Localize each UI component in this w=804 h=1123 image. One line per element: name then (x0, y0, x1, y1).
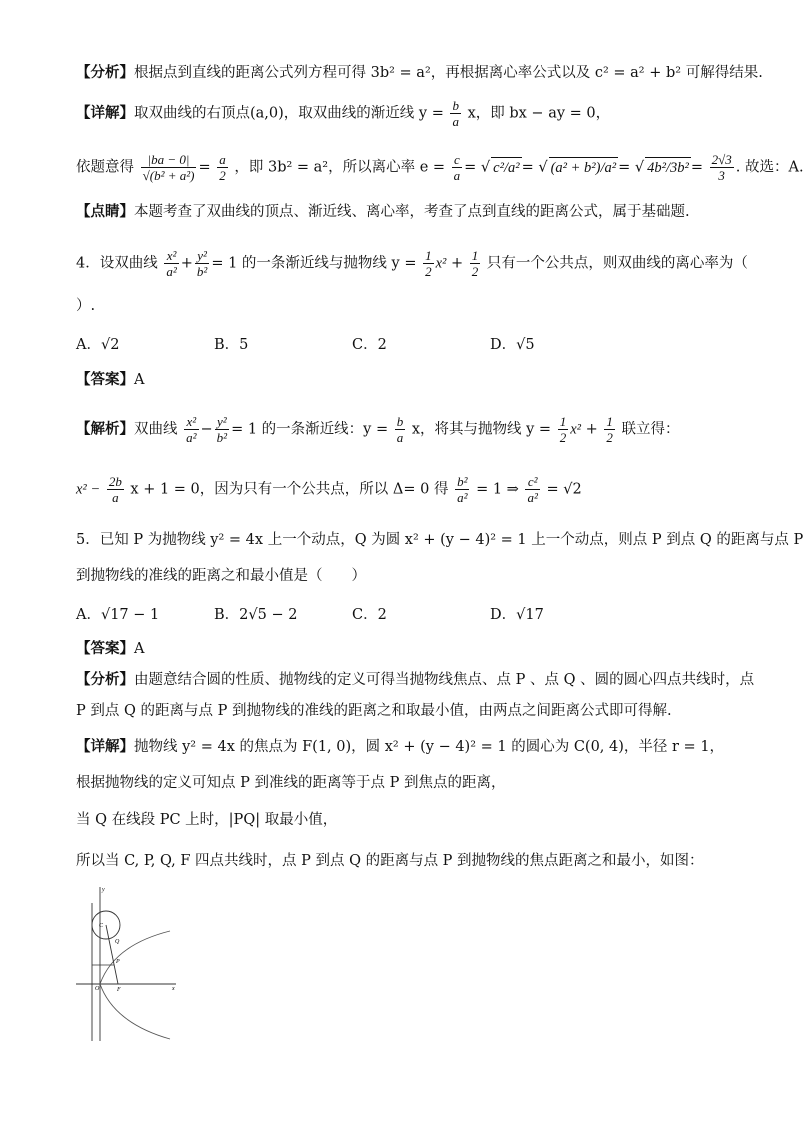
jiexi-d: 联立得： (621, 421, 680, 438)
xiangjie-tag: 【详解】 (76, 739, 134, 755)
line2-c: = 1 ⇒ (476, 481, 519, 498)
frac-denominator: a (452, 114, 459, 129)
half-a-fraction (217, 152, 228, 183)
q4-option-a[interactable]: A．√2 (76, 337, 120, 353)
sqrt-expr-1: c²/a² (491, 157, 521, 178)
fenxi-line (76, 63, 763, 83)
xiangjie-text-1: 抛物线 y² = 4x 的焦点为 F(1, 0)，圆 x² + (y − 4)² = 1 的圆心为 C(0, 4)，半径 r = 1， (134, 739, 725, 755)
e-fraction (452, 152, 463, 183)
q5-xiangjie-line1 (76, 737, 724, 757)
frac-numerator: |ba − 0| (141, 152, 197, 168)
parabola-circle-figure (72, 883, 184, 1045)
frac-numerator: b (452, 98, 459, 113)
half-fraction: $\frac{1}{2}$ (471, 248, 479, 279)
distance-fraction (141, 152, 197, 183)
q5-option-c[interactable]: C．2 (352, 607, 387, 623)
q4-stem: 4．设双曲线 $\frac{\text{x²}}{\text{a²}}$ + $\frac{\text{y²}}{\text{b²}}$ = 1 的一条渐近线与抛物线 y = $\frac{1}{2}$ x² + $\frac{1}{2}$ 只有一个公共点，则双曲线的离心率为（ (76, 248, 748, 279)
q4-answer (76, 370, 144, 390)
q5-xiangjie-line2: 根据抛物线的定义可知点 P 到准线的距离等于点 P 到焦点的距离， (76, 775, 506, 791)
fenxi-text: 根据点到直线的距离公式列方程可得 3b² = a²，再根据离心率公式以及 c² = a² + b² 可解得结果. (134, 65, 763, 81)
answer-tag: 【答案】 (76, 641, 134, 657)
q4-option-b[interactable]: B．5 (214, 337, 249, 353)
q5-fenxi-line1 (76, 670, 754, 690)
x2-over-a2: $\frac{\text{x²}}{\text{a²}}$ (186, 414, 197, 445)
frac-numerator: a (219, 152, 226, 167)
label-x: x (172, 986, 175, 992)
calc-pre: 依题意得 (76, 159, 134, 176)
q5-stem-line2: 到抛物线的准线的距离之和最小值是（ ） (76, 568, 366, 584)
result-fraction (710, 152, 734, 183)
y2-over-b2: $\frac{\text{y²}}{\text{b²}}$ (196, 248, 208, 279)
jiexi-tag: 【解析】 (76, 421, 134, 438)
xiangjie-tag: 【详解】 (76, 105, 134, 122)
half-fraction: $\frac{1}{2}$ (425, 248, 432, 279)
frac-numerator: c (452, 152, 463, 168)
line2-d: = √2 (546, 481, 582, 498)
asymptote-fraction (450, 98, 461, 129)
c2-over-a2: $\frac{\text{c²}}{\text{a²}}$ (527, 474, 538, 505)
jiexi-a: 双曲线 (134, 421, 178, 438)
label-f: F (117, 987, 121, 993)
frac-denominator: a (453, 168, 461, 183)
q5-xiangjie-line3: 当 Q 在线段 PC 上时，|PQ| 取最小值， (76, 812, 338, 828)
label-q: Q (115, 939, 120, 945)
xiangjie-pre: 取双曲线的右顶点(a,0)，取双曲线的渐近线 y = (134, 105, 444, 122)
answer-value: A (134, 372, 145, 388)
dianjing-line (76, 202, 690, 222)
q5-option-d[interactable]: D．√17 (490, 607, 544, 623)
xiangjie-line (76, 98, 610, 129)
calc-mid: ，即 3b² = a²，所以离心率 e = (234, 159, 446, 176)
sqrt-expr-2: (a² + b²)/a² (549, 157, 619, 178)
q4-stem-c: 只有一个公共点，则双曲线的离心率为（ (486, 255, 748, 272)
x2-over-a2: $\frac{\text{x²}}{\text{a²}}$ (166, 248, 177, 279)
q4-stem-end: ）. (76, 298, 96, 314)
label-p: P (116, 959, 120, 965)
line-cf (106, 925, 118, 984)
q5-answer (76, 639, 144, 659)
half-fraction: $\frac{1}{2}$ (559, 414, 567, 445)
frac-denominator: 2 (219, 168, 226, 183)
q5-option-b[interactable]: B．2√5 − 2 (214, 607, 298, 623)
q4-jiexi: 【解析】双曲线 $\frac{\text{x²}}{\text{a²}}$ − $\frac{\text{y²}}{\text{b²}}$ = 1 的一条渐近线：y = $\frac{b}{a}$ x，将其与抛物线 y = $\frac{1}{2}$ x² + $\frac{1}{2}$ 联立得： (76, 414, 680, 445)
fenxi-tag: 【分析】 (76, 65, 134, 81)
answer-tag: 【答案】 (76, 372, 134, 388)
frac-denominator: 3 (718, 168, 725, 183)
calc-end: . 故选：A. (735, 159, 804, 176)
dianjing-tag: 【点睛】 (76, 204, 134, 220)
q4-option-c[interactable]: C．2 (352, 337, 387, 353)
calc-line: 依题意得 $\frac{|ba - 0|}{\text{√(b² + a²)}}$ = $\frac{a}{2}$ ，即 3b² = a²，所以离心率 e = $\frac{c}{a}$ = √ c²/a² = √ (a² + b²)/a² = √ 4b²/3b² = $\frac{2√3}{3}$ . 故选：A. (76, 152, 804, 183)
q5-fenxi-line2: P 到点 Q 的距离与点 P 到抛物线的准线的距离之和取最小值，由两点之间距离公式即可得解. (76, 703, 672, 719)
fenxi-tag: 【分析】 (76, 672, 134, 688)
line2-a: x² − (76, 481, 101, 498)
2b-over-a: $\frac{2b}{a}$ (108, 474, 122, 505)
fenxi-text-1: 由题意结合圆的性质、抛物线的定义可得当抛物线焦点、点 P 、点 Q 、圆的圆心四点共线时，点 (134, 672, 755, 688)
frac-denominator: √(b² + a²) (142, 168, 195, 183)
q5-stem-line1: 5．已知 P 为抛物线 y² = 4x 上一个动点，Q 为圆 x² + (y − 4)² = 1 上一个动点，则点 P 到点 Q 的距离与点 P (76, 532, 804, 548)
xiangjie-post: x，即 bx − ay = 0， (467, 105, 611, 122)
b2-over-a2: $\frac{\text{b²}}{\text{a²}}$ (457, 474, 468, 505)
y2-over-b2: $\frac{\text{y²}}{\text{b²}}$ (216, 414, 228, 445)
line2-b: x + 1 = 0，因为只有一个公共点，所以 Δ= 0 得 (130, 481, 449, 498)
dianjing-text: 本题考查了双曲线的顶点、渐近线、离心率，考查了点到直线的距离公式，属于基础题. (134, 204, 690, 220)
label-y: y (102, 887, 105, 893)
frac-numerator: 2√3 (711, 152, 732, 167)
q4-derivation (76, 474, 582, 505)
half-fraction: $\frac{1}{2}$ (606, 414, 613, 445)
q4-stem-a: 4．设双曲线 (76, 255, 158, 272)
answer-value: A (134, 641, 145, 657)
label-c: C (99, 923, 104, 929)
jiexi-b: 的一条渐近线：y = (261, 421, 389, 438)
jiexi-c: x，将其与抛物线 y = (411, 421, 552, 438)
label-o: O (95, 986, 100, 992)
q5-xiangjie-line4: 所以当 C, P, Q, F 四点共线时，点 P 到点 Q 的距离与点 P 到抛物线的焦点距离之和最小，如图： (76, 853, 704, 869)
q4-option-d[interactable]: D．√5 (490, 337, 535, 353)
b-over-a: $\frac{b}{a}$ (396, 414, 404, 445)
q5-option-a[interactable]: A．√17 − 1 (76, 607, 160, 623)
q4-stem-b: 的一条渐近线与抛物线 y = (241, 255, 417, 272)
sqrt-expr-3: 4b²/3b² (645, 157, 691, 178)
